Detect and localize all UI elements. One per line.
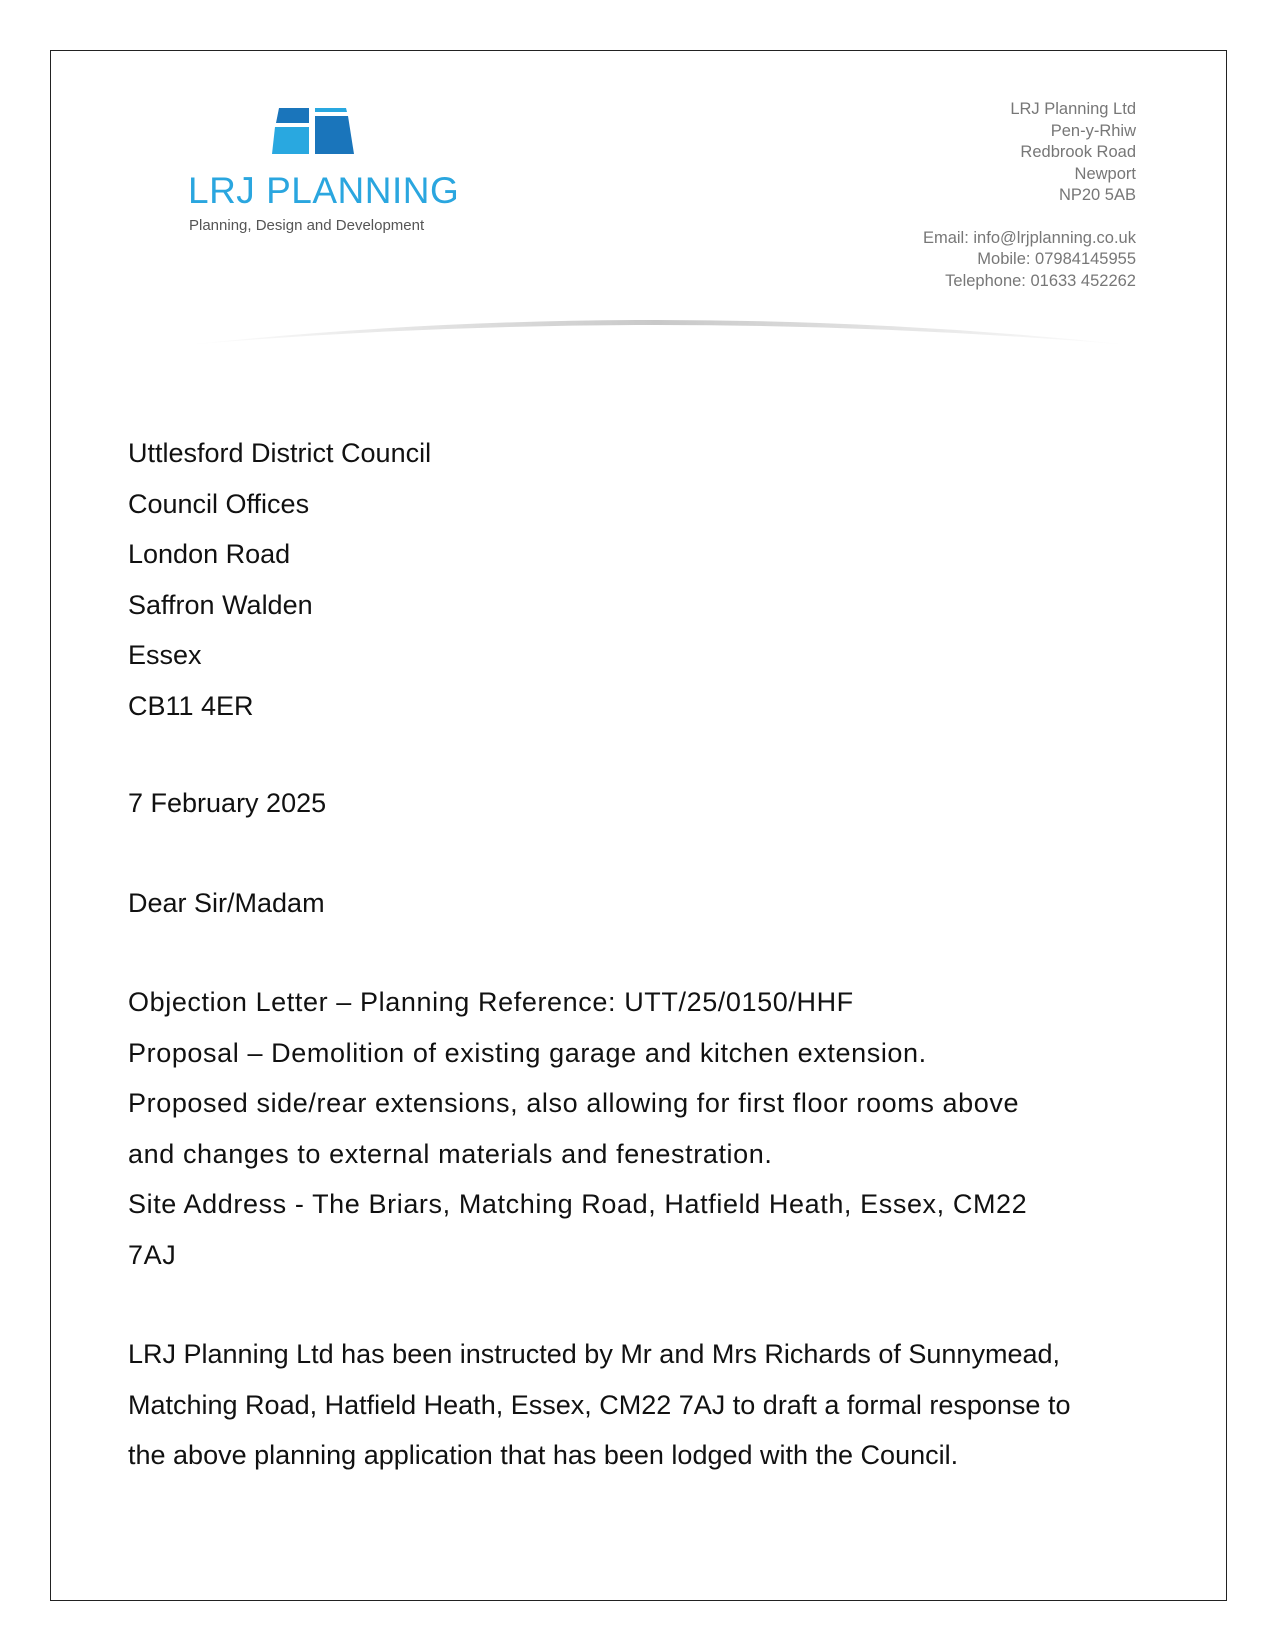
subject-line: and changes to external materials and fenestration. <box>128 1138 773 1169</box>
sender-email: Email: info@lrjplanning.co.uk <box>922 228 1136 247</box>
subject-line: 7AJ <box>128 1239 177 1270</box>
header-swoosh <box>185 300 1130 350</box>
subject-block <box>128 977 1027 1280</box>
subject-line: Site Address - The Briars, Matching Road, Hatfield Heath, Essex, CM22 <box>128 1189 1028 1219</box>
logo-icon <box>272 108 368 156</box>
subject-line: Proposed side/rear extensions, also allowing for first floor rooms above <box>128 1088 1020 1118</box>
salutation: Dear Sir/Madam <box>128 888 325 918</box>
sender-address-line: Newport <box>1074 164 1136 183</box>
sender-address-line: Redbrook Road <box>1020 143 1136 161</box>
logo-tagline: Planning, Design and Development <box>189 217 425 234</box>
sender-telephone: Telephone: 01633 452262 <box>945 271 1136 290</box>
recipient-line: London Road <box>128 539 291 569</box>
sender-mobile: Mobile: 07984145955 <box>977 250 1136 268</box>
recipient-address <box>128 428 431 731</box>
paragraph-line: the above planning application that has been lodged with the Council. <box>128 1440 959 1470</box>
paragraph-line: LRJ Planning Ltd has been instructed by Mr and Mrs Richards of Sunnymead, <box>128 1339 1060 1369</box>
recipient-line: Uttlesford District Council <box>128 438 432 468</box>
sender-address-line: LRJ Planning Ltd <box>1010 100 1136 118</box>
letter-date: 7 February 2025 <box>128 788 327 818</box>
recipient-line: Essex <box>128 640 202 670</box>
subject-line: Objection Letter – Planning Reference: UTT/25/0150/HHF <box>128 987 854 1017</box>
logo-text: LRJ PLANNING <box>188 170 460 211</box>
intro-paragraph <box>128 1329 1070 1481</box>
recipient-line: Saffron Walden <box>128 589 313 620</box>
sender-address-line: NP20 5AB <box>1058 186 1136 204</box>
paragraph-line: Matching Road, Hatfield Heath, Essex, CM22 7AJ to draft a formal response to <box>128 1389 1071 1420</box>
sender-contact <box>923 99 1136 292</box>
subject-line: Proposal – Demolition of existing garage and kitchen extension. <box>128 1037 927 1068</box>
recipient-line: Council Offices <box>128 488 310 519</box>
recipient-line: CB11 4ER <box>128 690 254 721</box>
sender-address-line: Pen-y-Rhiw <box>1050 121 1136 140</box>
